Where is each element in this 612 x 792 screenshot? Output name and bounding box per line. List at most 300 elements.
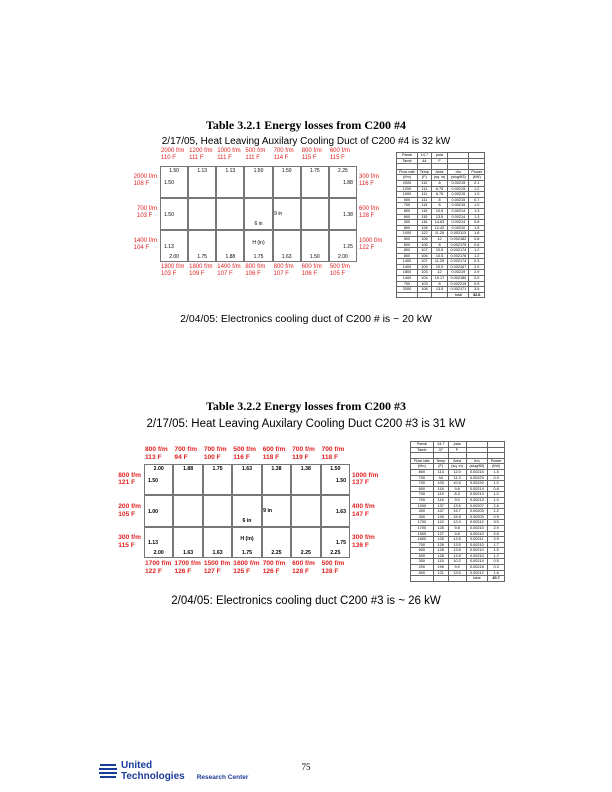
table-cell: 94	[433, 475, 448, 481]
flow-rate: 1000 f/m	[359, 238, 383, 244]
cell-value: 1.13	[225, 168, 236, 174]
table-cell: 10.2	[448, 559, 466, 565]
table-cell: 10.5	[431, 248, 447, 254]
table-cell: 1.5	[469, 225, 485, 231]
table-cell: 8	[431, 203, 447, 209]
cell-value: 1.50	[309, 254, 320, 260]
flow-rate: 800 f/m	[301, 148, 322, 154]
table-cell: 9.8	[448, 486, 466, 492]
cell-value: 1.88	[183, 466, 194, 472]
table-cell: 13.5	[448, 542, 466, 548]
flow-rate: 400 f/m	[352, 503, 375, 510]
table-cell: 700	[411, 497, 434, 503]
cell-value: 1.88	[343, 180, 353, 186]
table-cell: 0.00212	[466, 520, 488, 526]
table-cell: 0.00212	[466, 570, 488, 576]
table-cell: 116	[433, 486, 448, 492]
flow-rate: 500 f/m	[321, 560, 345, 567]
table-cell: 1.3	[469, 214, 485, 220]
table-cell: Flow rate	[397, 169, 418, 175]
table-cell: 2.9	[488, 537, 505, 543]
flow-rate: 1800 f/m	[161, 264, 185, 270]
table-cell: 800	[397, 253, 418, 259]
table-cell: 14.63	[431, 220, 447, 226]
utc-logo-icon	[98, 761, 118, 781]
table-cell: 119	[433, 492, 448, 498]
table-cell: 0.00213	[466, 497, 488, 503]
table-cell: 0.00211	[466, 537, 488, 543]
flow-temp: 147 F	[352, 510, 369, 518]
table-cell: 0.5	[488, 559, 505, 565]
table-cell: 1.2	[469, 186, 485, 192]
table-cell: 3.5	[488, 520, 505, 526]
duct-cell	[301, 198, 329, 230]
flow-rate: 700 f/m	[292, 446, 315, 453]
table-cell: 1.5	[488, 548, 505, 554]
table-cell: 103	[417, 270, 431, 276]
flow-temp: 104 F	[133, 244, 149, 251]
dimension-label: 6 in	[254, 221, 263, 227]
table-cell: 0.00210	[466, 548, 488, 554]
table-cell: 1.0	[469, 192, 485, 198]
cell-value: 1.63	[183, 550, 194, 556]
table-cell	[397, 292, 418, 298]
table-cell: 106	[417, 236, 431, 242]
cell-value: 1.50	[147, 477, 159, 484]
flow-label	[359, 174, 379, 188]
header-row	[411, 458, 505, 464]
table-cell: 0.8	[469, 242, 485, 248]
cell-value: 2.25	[300, 550, 311, 556]
table-cell: 600	[397, 242, 418, 248]
table-cell: 400	[411, 509, 434, 515]
table-cell: 2.3	[469, 259, 485, 265]
table-title-2: Table 3.2.2 Energy losses from C200 #3	[205, 399, 406, 413]
table-cell: 1.2	[469, 248, 485, 254]
flow-rate: 1700 f/m	[174, 560, 201, 567]
duct-cell	[291, 495, 320, 526]
table-cell: 0.00215	[448, 192, 469, 198]
flow-label	[274, 264, 294, 278]
duct-cell	[188, 198, 216, 230]
flow-temp: 110 F	[161, 154, 176, 161]
flow-label	[145, 560, 171, 575]
table-cell: Flow rate	[411, 458, 434, 464]
table-cell: 600	[411, 486, 434, 492]
flow-label	[233, 560, 259, 575]
table-cell: 1.0	[488, 481, 505, 487]
duct-cell	[216, 198, 244, 230]
table-cell: (F)	[433, 464, 448, 470]
table-cell: 0.00203	[466, 509, 488, 515]
table-cell: rho	[448, 169, 469, 175]
table-cell: 122	[417, 231, 431, 237]
flow-label	[245, 264, 265, 278]
table-cell: 1.2	[469, 253, 485, 259]
cell-value: 1.38	[343, 212, 353, 218]
table-cell: 700	[411, 542, 434, 548]
table-cell: 0.7	[469, 197, 485, 203]
flow-label	[174, 560, 200, 575]
table-cell: 13.5	[448, 548, 466, 554]
flow-temp: 126 F	[262, 567, 280, 575]
table-cell: 127	[433, 531, 448, 537]
energy-table-c200-3	[410, 441, 505, 582]
table-cell: 126	[433, 525, 448, 531]
table-cell: 800	[397, 208, 418, 214]
table-cell: 10.5	[431, 253, 447, 259]
cell-value: 1.25	[343, 244, 353, 250]
table-cell: 1600	[411, 537, 434, 543]
table-cell: 2.6	[488, 503, 505, 509]
table-cell	[411, 576, 434, 582]
table-cell: 0.00219	[448, 270, 469, 276]
flow-temp: 128 F	[292, 567, 310, 575]
flow-rate: 700 f/m	[273, 148, 294, 154]
table-cell: 600	[411, 548, 434, 554]
flow-rate: 300 f/m	[118, 534, 141, 542]
header-row	[397, 169, 485, 175]
table-cell: psia	[431, 153, 447, 159]
table-cell: Power	[469, 169, 485, 175]
flow-label	[217, 148, 240, 162]
flow-rate: 200 f/m	[118, 503, 141, 510]
table-cell: 6.75	[431, 192, 447, 198]
flow-rate: 600 f/m	[262, 446, 286, 453]
table-cell: 14.7	[433, 442, 448, 448]
flow-label	[263, 446, 286, 461]
table-cell: 1200	[397, 186, 418, 192]
dimension-label: H (in)	[252, 239, 265, 246]
flow-label	[189, 264, 212, 278]
flow-temp: 119 F	[292, 453, 309, 461]
table-cell: 0.9	[488, 475, 505, 481]
table-cell: 0.002167	[448, 264, 469, 270]
table-cell: (F)	[417, 175, 431, 181]
table-cell: 1800	[397, 270, 418, 276]
table-cell: 0.002174	[448, 259, 469, 265]
flow-rate: 1700 f/m	[145, 560, 172, 567]
table-cell: 13.5	[448, 503, 466, 509]
flow-label	[292, 446, 315, 461]
table-cell: 0.8	[469, 236, 485, 242]
flow-label	[233, 446, 256, 461]
table-cell: Pamb	[411, 442, 434, 448]
table-cell: 0.00214	[466, 486, 488, 492]
flow-label	[245, 148, 265, 162]
table-cell: 13.5	[448, 537, 466, 543]
table-cell: 700	[411, 492, 434, 498]
table-cell: 1400	[397, 264, 418, 270]
cell-value: 1.13	[164, 244, 174, 250]
flow-label	[292, 560, 315, 575]
subtitle-2: 2/17/05: Heat Leaving Auxilary Cooling Duct C200 #3 is 31 kW	[146, 418, 466, 430]
cell-value: 1.75	[253, 254, 264, 260]
dimension-label: H (in)	[240, 536, 254, 543]
table-cell: 111	[417, 197, 431, 203]
dimension-label: 9 in	[274, 210, 283, 217]
flow-label	[352, 503, 375, 518]
flow-rate: 2000 f/m	[161, 148, 185, 154]
table-cell: 0.00209	[466, 514, 488, 520]
table-cell: 0.002175	[448, 242, 469, 248]
table-cell: 1700	[411, 520, 434, 526]
table-cell: 44	[417, 158, 431, 164]
table-cell: 1.6	[488, 570, 505, 576]
flow-temp: 105 F	[118, 510, 136, 518]
table-cell: 1.7	[488, 542, 505, 548]
table-cell: 2.1	[469, 180, 485, 186]
table-cell: Power	[488, 458, 505, 464]
flow-temp: 113 F	[145, 453, 162, 461]
table-cell: Temp	[433, 458, 448, 464]
table-cell: 0.002174	[448, 248, 469, 254]
table-cell: 37	[433, 447, 448, 453]
flow-label	[118, 472, 141, 487]
flow-label	[330, 148, 350, 162]
flow-temp: 94 F	[174, 453, 188, 461]
table-cell: 3.5	[469, 287, 485, 293]
flow-temp: 118 F	[262, 453, 280, 461]
table-cell: 0.00210	[466, 553, 488, 559]
flow-rate: 500 f/m	[233, 446, 257, 453]
table-cell: 0.002176	[448, 253, 469, 259]
table-cell: 500	[397, 197, 418, 203]
cell-value: 1.75	[197, 254, 208, 260]
cell-value: 2.00	[169, 254, 179, 260]
table-cell: 800	[411, 570, 434, 576]
table-cell: 0.00215	[448, 203, 469, 209]
table-cell: 0.00207	[466, 503, 488, 509]
table-cell: 300	[397, 220, 418, 226]
table-cell: 11.25	[431, 259, 447, 265]
flow-temp: 126 F	[174, 567, 192, 575]
table-cell: 12.42	[431, 225, 447, 231]
flow-label	[302, 148, 322, 162]
table-cell: 128	[417, 225, 431, 231]
flow-label	[134, 174, 157, 188]
table-cell: 9.8	[448, 525, 466, 531]
table-cell: 0.00223	[466, 475, 488, 481]
table-cell: 137	[433, 503, 448, 509]
flow-rate: 2000 f/m	[133, 174, 157, 180]
page-number: 75	[301, 762, 311, 772]
table-cell: 2.0	[469, 264, 485, 270]
table-cell: total	[448, 292, 469, 298]
flow-temp: 109 F	[189, 270, 205, 277]
flow-temp: 121 F	[118, 479, 136, 487]
flow-label	[322, 446, 345, 461]
flow-rate: 700 f/m	[174, 446, 198, 453]
flow-rate: 600 f/m	[359, 206, 380, 212]
flow-rate: 1000 f/m	[217, 148, 241, 154]
cell-value: 1.88	[225, 254, 236, 260]
flow-temp: 118 F	[321, 453, 339, 461]
flow-temp: 128 F	[321, 567, 339, 575]
table-cell: 500	[411, 553, 434, 559]
utc-logo	[98, 760, 248, 782]
table-cell: total	[466, 576, 488, 582]
table-cell: 0.00214	[448, 220, 469, 226]
table-cell: 0.00210	[466, 525, 488, 531]
cell-value: 2.00	[338, 254, 348, 260]
table-cell: 130	[433, 514, 448, 520]
table-cell: 0.3	[488, 565, 505, 571]
table-cell: (kW)	[488, 464, 505, 470]
table-cell: 106	[417, 253, 431, 259]
table-cell: 2.9	[469, 270, 485, 276]
table-cell: Tamb	[411, 447, 434, 453]
flow-rate: 1400 f/m	[217, 264, 241, 270]
table-cell: 10.5	[431, 208, 447, 214]
flow-temp: 122 F	[145, 567, 162, 575]
table-cell: 8	[431, 281, 447, 287]
table-cell: 13.5	[448, 553, 466, 559]
table-cell: 12	[431, 236, 447, 242]
table-cell: 13.5	[431, 214, 447, 220]
table-cell: 800	[397, 248, 418, 254]
duct-cell	[173, 495, 202, 526]
cell-value: 1.00	[147, 509, 159, 515]
flow-temp: 111 F	[189, 154, 204, 161]
table-cell: 113	[433, 469, 448, 475]
table-cell: 2000	[397, 287, 418, 293]
table-cell: 126	[433, 542, 448, 548]
table-cell: 0.002171	[448, 287, 469, 293]
flow-rate: 600 f/m	[301, 264, 322, 270]
flow-rate: 800 f/m	[118, 471, 141, 479]
table-cell: 0.00218	[466, 565, 488, 571]
table-cell: 104	[417, 276, 431, 282]
cell-value: 1.13	[147, 540, 159, 547]
flow-temp: 107 F	[217, 270, 233, 277]
flow-temp: 106 F	[301, 270, 318, 277]
table-cell: 1.2	[488, 509, 505, 515]
table-cell: 32.6	[469, 292, 485, 298]
flow-temp: 136 F	[352, 541, 369, 549]
table-cell: 12.0	[448, 520, 466, 526]
flow-temp: 128 F	[359, 212, 375, 219]
table-title-1: Table 3.2.1 Energy losses from C200 #4	[205, 118, 406, 132]
table-cell: 200	[411, 565, 434, 571]
table-cell: 0.8	[488, 486, 505, 492]
table-cell: 11.25	[431, 231, 447, 237]
cell-value: 1.50	[330, 466, 341, 472]
table-cell: 108	[417, 287, 431, 293]
flow-rate: 700 f/m	[203, 446, 227, 453]
table-cell: 1.8	[469, 231, 485, 237]
flow-rate: 1600 f/m	[233, 560, 260, 567]
table-cell: 300	[411, 514, 434, 520]
table-cell: 1700	[411, 525, 434, 531]
flow-label	[161, 148, 184, 162]
table-cell: 8	[431, 242, 447, 248]
table-cell: 116	[417, 220, 431, 226]
table-cell: 13.5	[431, 287, 447, 293]
flow-temp: 111 F	[245, 154, 260, 161]
table-cell: 0.00214	[448, 214, 469, 220]
table-cell: F	[431, 158, 447, 164]
table-cell: 12.0	[448, 469, 466, 475]
table-cell: 14.7	[417, 153, 431, 159]
flow-temp: 137 F	[352, 479, 369, 487]
flow-rate: 700 f/m	[321, 446, 345, 453]
table-cell: 2.0	[469, 276, 485, 282]
flow-temp: 115 F	[301, 154, 317, 161]
table-cell: 0.00215	[466, 469, 488, 475]
flow-label	[330, 264, 350, 278]
table-cell: 300	[411, 559, 434, 565]
flow-temp: 106 F	[245, 270, 261, 277]
table-cell: 2.9	[488, 525, 505, 531]
table-cell: 6.75	[431, 186, 447, 192]
table-cell: 8	[431, 180, 447, 186]
flow-label	[174, 446, 197, 461]
cell-value: 2.25	[338, 168, 348, 174]
table-cell: 11.3	[448, 475, 466, 481]
flow-rate: 700 f/m	[262, 560, 286, 567]
table-cell: 2.6	[488, 531, 505, 537]
table-cell: 195	[433, 565, 448, 571]
table-cell: 0.00215	[448, 180, 469, 186]
flow-label	[217, 264, 240, 278]
flow-label	[302, 264, 322, 278]
cell-value: 1.63	[335, 509, 347, 515]
table-cell: 0.00215	[448, 197, 469, 203]
table-cell: Temp	[417, 169, 431, 175]
flow-label	[263, 560, 286, 575]
table-cell: (sq. in)	[448, 464, 466, 470]
table-cell: (slug/ft3)	[448, 175, 469, 181]
flow-label	[134, 238, 157, 252]
note-2: 2/04/05: Electronics cooling duct C200 #3 is ~ 26 kW	[171, 595, 441, 607]
table-cell: rho	[466, 458, 488, 464]
duct-diagram-c200-3	[118, 446, 379, 575]
table-cell: 13.5	[448, 570, 466, 576]
table-cell: 1.2	[488, 553, 505, 559]
table-cell: 2000	[397, 180, 418, 186]
cell-value: 1.63	[212, 550, 223, 556]
table-cell: 128	[433, 553, 448, 559]
cell-value: 1.50	[335, 477, 347, 484]
table-cell: 115	[433, 559, 448, 565]
table-cell: 107	[417, 248, 431, 254]
table-cell: 800	[411, 469, 434, 475]
table-cell: 0.002113	[448, 231, 469, 237]
table-cell: 10.5	[431, 264, 447, 270]
flow-rate: 300 f/m	[359, 174, 380, 180]
table-cell: 10.17	[431, 276, 447, 282]
table-cell: 700	[411, 481, 434, 487]
flow-rate: 500 f/m	[329, 264, 350, 270]
table-cell: 1000	[397, 192, 418, 198]
table-cell: 1400	[397, 259, 418, 265]
flow-label	[322, 560, 345, 575]
flow-temp: 127 F	[203, 567, 221, 575]
flow-rate: 1000 f/m	[352, 471, 379, 479]
table-cell: 125	[433, 537, 448, 543]
table-cell: 500	[397, 236, 418, 242]
cell-value: 1.63	[281, 254, 292, 260]
cell-value: 1.50	[169, 168, 179, 174]
flow-temp: 111 F	[217, 154, 232, 161]
total-row	[411, 576, 505, 582]
table-cell: 110	[417, 180, 431, 186]
flow-temp: 125 F	[233, 567, 251, 575]
flow-rate: 1200 f/m	[189, 148, 213, 154]
table-cell: 14.7	[448, 509, 466, 515]
cell-value: 2.25	[330, 550, 341, 556]
